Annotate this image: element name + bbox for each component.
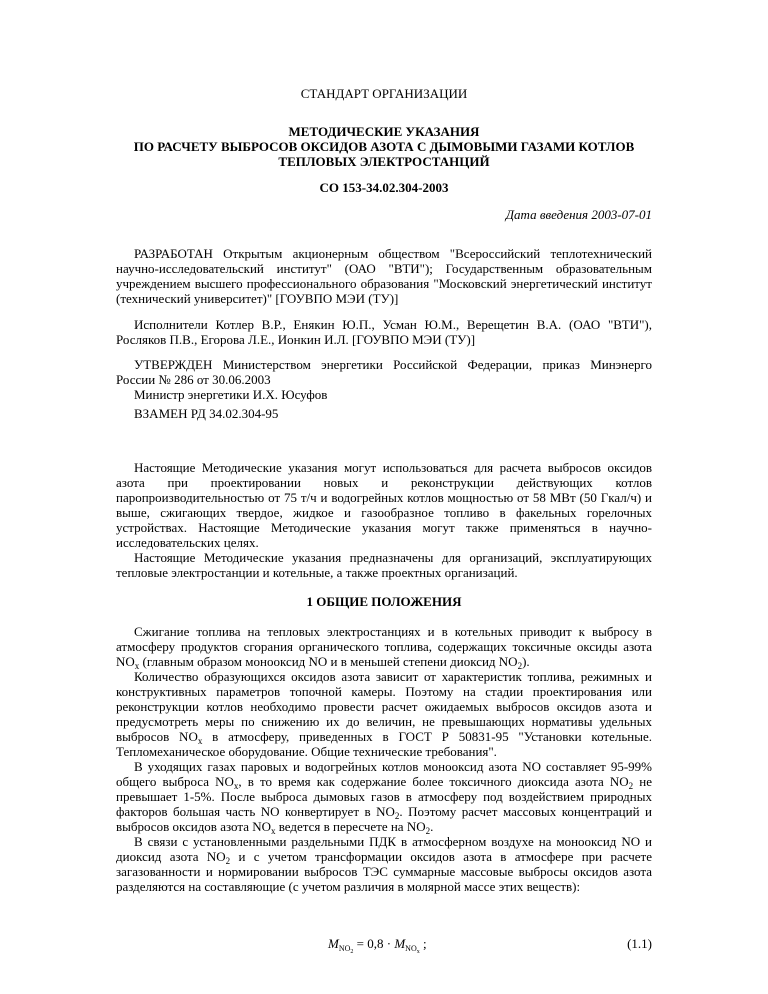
developed-paragraph: РАЗРАБОТАН Открытым акционерным обществом "Всероссийский теплотехнический научно-исследовательский институт" (ОАО "ВТИ"); Государственным образовательным учреждением высшего профессионального образования "Московский энергетический институт (технический университет)" [ГОУВПО МЭИ (ТУ)] [116, 246, 652, 306]
approved-line-2: Министр энергетики И.Х. Юсуфов [134, 387, 328, 402]
standard-label: СТАНДАРТ ОРГАНИЗАЦИИ [300, 86, 468, 101]
approved-block [116, 357, 652, 402]
section-body [116, 624, 652, 894]
section-paragraph-3: В уходящих газах паровых и водогрейных котлов монооксид азота NO составляет 95-99% общего выброса $NO_x$, в то время как содержание более токсичного диоксида азота $NO_2$ не превышает 1-5%. После выброса дымовых газов в атмосферу под воздействием природных факторов большая часть NO конвертирует в $NO_2$. Поэтому расчет массовых концентраций и выбросов оксидов азота $NO_x$ ведется в пересчете на $NO_2$. [116, 759, 652, 836]
document-code: СО 153-34.02.304-2003 [319, 180, 449, 195]
formula-row [116, 936, 652, 954]
document-title [116, 124, 652, 169]
equation-number: (1.1) [627, 936, 652, 951]
title-line-3: ТЕПЛОВЫХ ЭЛЕКТРОСТАНЦИЙ [278, 154, 490, 169]
formula-1-1: $M_{NO_2} = 0,8 \cdot M_{NO_x}$ ; [328, 936, 427, 955]
intro-paragraph-1: Настоящие Методические указания могут использоваться для расчета выбросов оксидов азота при проектировании новых и реконструкции действующих котлов паропроизводительностью от 75 т/ч и водогрейных котлов мощностью от 58 МВт (50 Гкал/ч) и выше, сжигающих твердое, жидкое и газообразное топливо в факельных горелочных устройствах. Настоящие Методические указания могут также применяться в научно-исследовательских целях. [116, 460, 652, 550]
approved-line-1: УТВЕРЖДЕН Министерством энергетики Российской Федерации, приказ Минэнерго России № 286 от 30.06.2003 [116, 357, 652, 387]
performers-paragraph: Исполнители Котлер В.Р., Енякин Ю.П., Усман Ю.М., Верещетин В.А. (ОАО "ВТИ"), Росляков П.В., Егорова Л.Е., Ионкин И.Л. [ГОУВПО МЭИ (ТУ)] [116, 317, 652, 347]
title-line-1: МЕТОДИЧЕСКИЕ УКАЗАНИЯ [288, 124, 480, 139]
title-line-2: ПО РАСЧЕТУ ВЫБРОСОВ ОКСИДОВ АЗОТА С ДЫМОВЫМИ ГАЗАМИ КОТЛОВ [133, 139, 635, 154]
section-paragraph-1: Сжигание топлива на тепловых электростанциях и в котельных приводит к выбросу в атмосферу продуктов сгорания органического топлива, содержащих токсичные оксиды азота $NO_x$ (главным образом монооксид NO и в меньшей степени диоксид $NO_2$). [116, 624, 652, 671]
intro-paragraph-2: Настоящие Методические указания предназначены для организаций, эксплуатирующих тепловые электростанции и котельные, а также проектных организаций. [116, 550, 652, 580]
effective-date: Дата введения 2003-07-01 [505, 207, 652, 222]
replaces-line: ВЗАМЕН РД 34.02.304-95 [134, 406, 279, 421]
section-heading: 1 ОБЩИЕ ПОЛОЖЕНИЯ [306, 594, 462, 609]
section-paragraph-2: Количество образующихся оксидов азота зависит от характеристик топлива, режимных и конструктивных параметров топочной камеры. Поэтому на стадии проектирования или реконструкции котлов необходимо провести расчет ожидаемых выбросов оксидов азота и предусмотреть меры по снижению их до величин, не превышающих нормативы удельных выбросов $NO_x$ в атмосферу, приведенных в ГОСТ Р 50831-95 "Установки котельные. Тепломеханическое оборудование. Общие технические требования". [116, 669, 652, 759]
intro-section [116, 460, 652, 580]
section-paragraph-4: В связи с установленными раздельными ПДК в атмосферном воздухе на монооксид NO и диоксид азота $NO_2$ и с учетом трансформации оксидов азота в атмосфере при расчете загазованности и нормировании выбросов ТЭС суммарные массовые выбросы оксидов азота разделяются на составляющие (с учетом различия в молярной массе этих веществ): [116, 834, 652, 894]
